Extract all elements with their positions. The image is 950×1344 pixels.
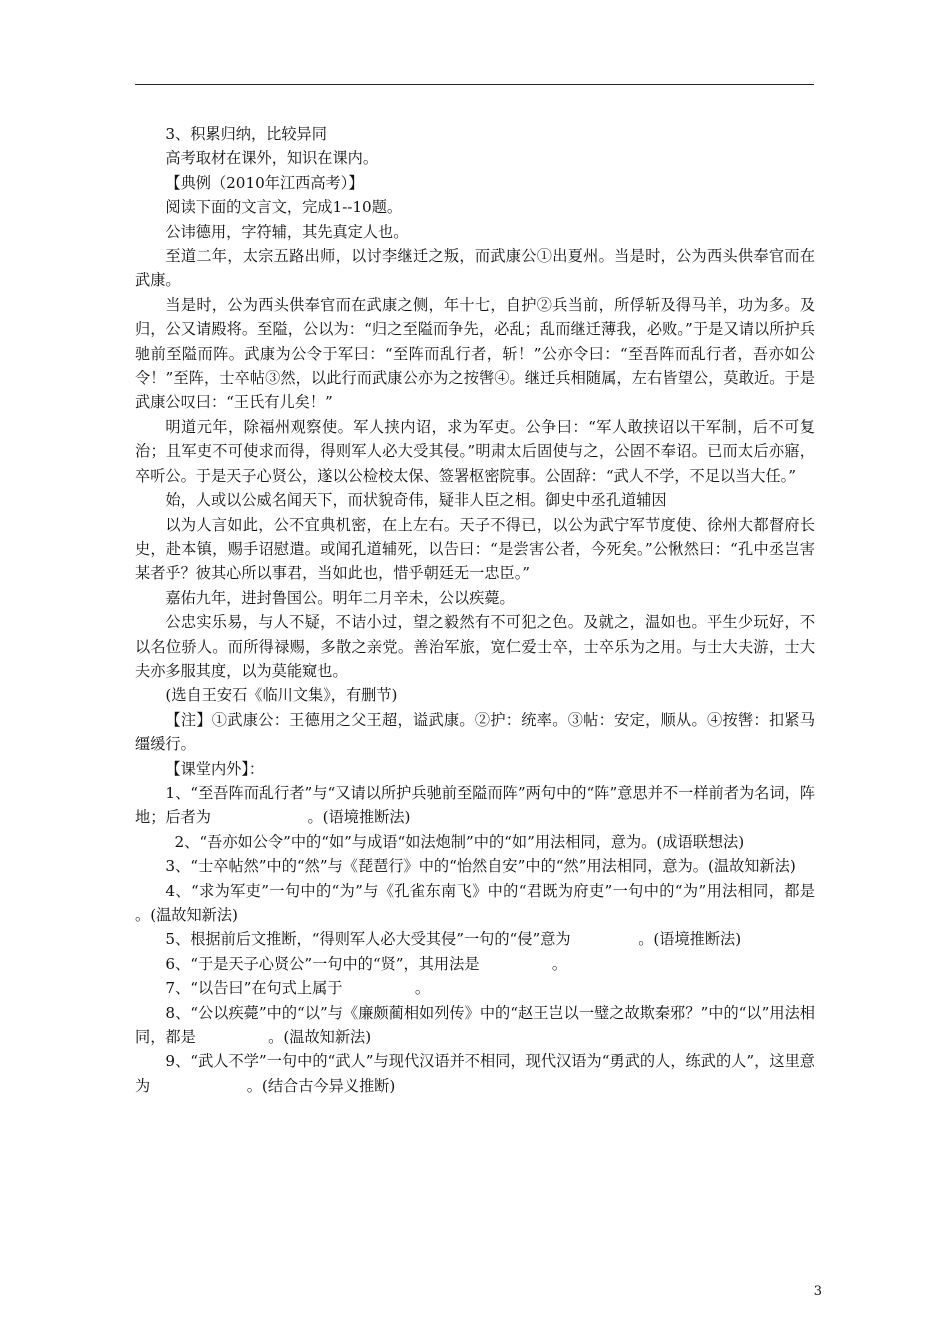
exercise-item: 2、“吾亦如公令”中的“如”与成语“如法炮制”中的“如”用法相同，意为。(成语联想法) <box>174 832 745 851</box>
passage-paragraph: 明道元年，除福州观察使。军人挟内诏，求为军吏。公争曰：“军人敢挟诏以干军制，后不可复治；且军吏不可使求而得，得则军人必大受其侵。”明肃太后固使与之，公固不奉诏。已而太后亦寤，卒听公。于是天子心贤公，遂以公检校太保、签署枢密院事。公固辞：“武人不学，不足以当大任。” <box>135 417 815 485</box>
passage-paragraph: 始，人或以公威名闻天下，而状貌奇伟，疑非人臣之相。御史中丞孔道辅因 <box>165 491 667 510</box>
passage-paragraph: 当是时，公为西头供奉官而在武康之侧，年十七，自护②兵当前，所俘斩及得马羊，功为多。及归，公又请殿将。至隘，公以为：“归之至隘而争先，必乱；乱而继迁薄我，必败。”于是又请以所护兵驰前至隘而阵。武康为公令于军曰：“至阵而乱行者，斩！”公亦令曰：“至吾阵而乱行者，吾亦如公令！”至阵，士卒帖③然，以此行而武康公亦为之按辔④。继迁兵相随属，左右皆望公，莫敢近。于是武康公叹曰：“王氏有儿矣！” <box>135 295 815 412</box>
exercise-item: 1、“至吾阵而乱行者”与“又请以所护兵驰前至隘而阵”两句中的“阵”意思并不一样前者为名词，阵地；后者为 。(语境推断法) <box>135 783 815 827</box>
example-heading: 【典例（2010年江西高考）】 <box>165 173 364 192</box>
header-rule <box>135 84 814 85</box>
document-body <box>135 122 883 1098</box>
annotation-note: 【注】①武康公：王德用之父王超，谥武康。②护：统率。③帖：安定，顺从。④按辔：扣紧马缰缓行。 <box>135 710 815 754</box>
page-number: 3 <box>813 1284 822 1299</box>
section-heading: 3、积累归纳，比较异同 <box>165 125 327 143</box>
exercise-item: 5、根据前后文推断，“得则军人必大受其侵”一句的“侵”意为 。(语境推断法) <box>165 930 742 949</box>
passage-paragraph: 公讳德用，字符辅，其先真定人也。 <box>165 222 409 241</box>
passage-paragraph: 公忠实乐易，与人不疑，不诘小过，望之毅然有不可犯之色。及就之，温如也。平生少玩好，不以名位骄人。而所得禄赐，多散之亲党。善治军旅，宽仁爱士卒，士卒乐为之用。与士大夫游，士大夫亦多服其度，以为莫能窥也。 <box>135 613 815 680</box>
exercise-item: 6、“于是天子心贤公”一句中的“贤”，其用法是 。 <box>165 954 568 973</box>
exercise-item: 9、“武人不学”一句中的“武人”与现代汉语并不相同，现代汉语为“勇武的人，练武的人”，这里意为 。(结合古今异义推断) <box>135 1052 815 1095</box>
exercise-item: 8、“公以疾薨”中的“以”与《廉颇蔺相如列传》中的“赵王岂以一璧之故欺秦邪？”中的“以”用法相同，都是 。(温故知新法) <box>135 1003 815 1047</box>
passage-paragraph: 至道二年，太宗五路出师，以讨李继迁之叛，而武康公①出夏州。当是时，公为西头供奉官而在武康。 <box>135 247 815 290</box>
paragraph: 高考取材在课外，知识在课内。 <box>165 149 379 168</box>
exercise-item: 7、“以告曰”在句式上属于 。 <box>165 979 431 998</box>
exercise-item: 4、“求为军吏”一句中的“为”与《孔雀东南飞》中的“君既为府吏”一句中的“为”用法相同，都是 。(温故知新法) <box>135 881 883 924</box>
exercise-heading: 【课堂内外】： <box>165 759 265 778</box>
exercise-item: 3、“士卒帖然”中的“然”与《琵琶行》中的“怡然自安”中的“然”用法相同，意为。(温故知新法) <box>165 857 796 876</box>
source-note: (选自王安石《临川文集》，有删节) <box>165 686 398 705</box>
passage-paragraph: 嘉佑九年，进封鲁国公。明年二月辛未，公以疾薨。 <box>165 588 515 607</box>
instruction: 阅读下面的文言文，完成1--10题。 <box>165 198 403 217</box>
passage-paragraph: 以为人言如此，公不宜典机密，在上左右。天子不得已，以公为武宁军节度使、徐州大都督府长史，赴本镇，赐手诏慰遣。或闻孔道辅死，以告曰：“是尝害公者，今死矣。”公愀然曰：“孔中丞岂害某者乎？彼其心所以事君，当如此也，惜乎朝廷无一忠臣。” <box>135 515 815 583</box>
